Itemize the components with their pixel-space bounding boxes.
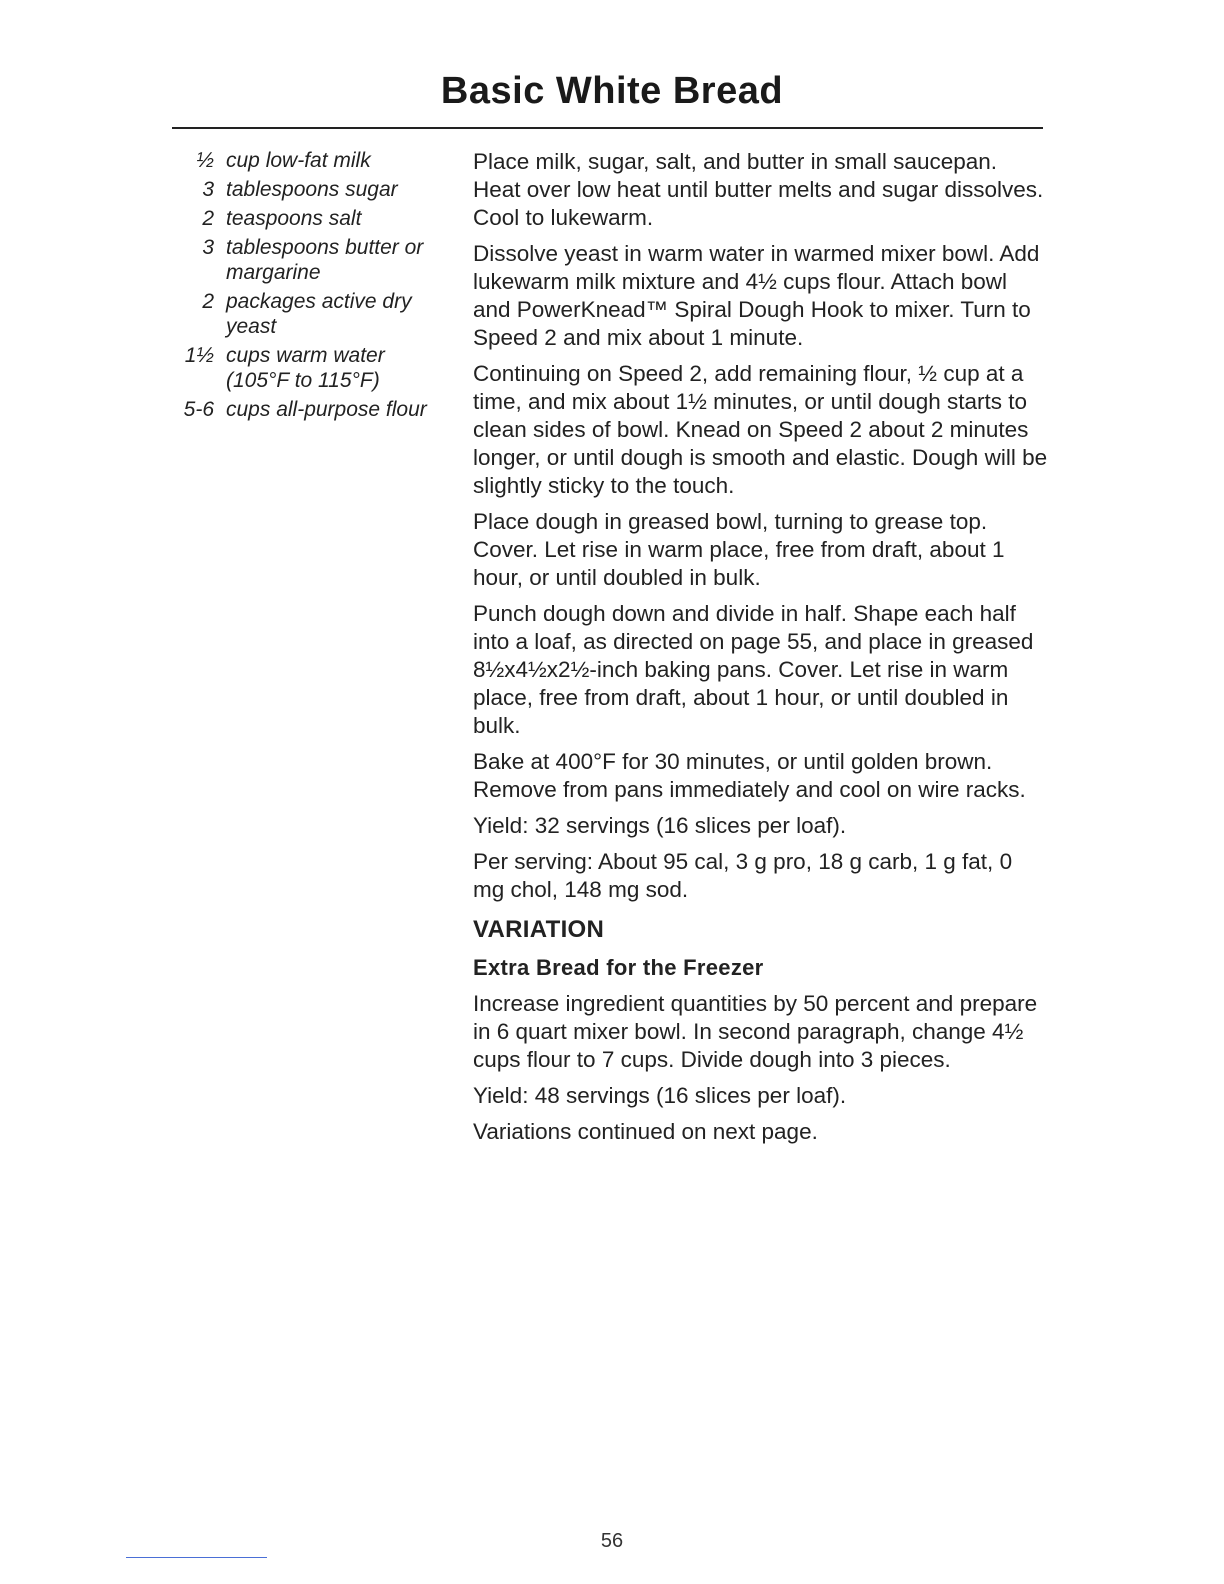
ingredient-item [160, 289, 450, 339]
method-paragraph: Place dough in greased bowl, turning to grease top. Cover. Let rise in warm place, free from draft, about 1 hour, or until doubled in bulk. [473, 509, 1005, 590]
variation-paragraph: Increase ingredient quantities by 50 percent and prepare in 6 quart mixer bowl. In second paragraph, change 4½ cups flour to 7 cups. Divide dough into 3 pieces. [473, 991, 1038, 1072]
ingredient-quantity: 3 [202, 178, 214, 201]
method-paragraph: Continuing on Speed 2, add remaining flour, ½ cup at a time, and mix about 1½ minutes, or until dough starts to clean sides of bowl. Knead on Speed 2 about 2 minutes longer, or until dough is smooth and elastic. Dough will be slightly sticky to the touch. [473, 361, 1048, 498]
ingredient-item [160, 397, 450, 422]
yield-text: Yield: 32 servings (16 slices per loaf). [473, 813, 847, 838]
footer-divider [126, 1557, 267, 1558]
method-paragraph: Place milk, sugar, salt, and butter in small saucepan. Heat over low heat until butter melts and sugar dissolves. Cool to lukewarm. [473, 149, 1044, 230]
ingredient-list [160, 148, 450, 426]
ingredient-quantity: 5-6 [183, 398, 214, 421]
ingredient-quantity: 2 [202, 207, 214, 230]
ingredient-quantity: 2 [202, 290, 214, 313]
ingredient-item [160, 148, 450, 173]
ingredient-item [160, 206, 450, 231]
method-column [473, 148, 1048, 1154]
page-title: Basic White Bread [440, 70, 784, 112]
nutrition-text: Per serving: About 95 cal, 3 g pro, 18 g carb, 1 g fat, 0 mg chol, 148 mg sod. [473, 849, 1013, 902]
ingredient-description: cups warm water (105°F to 115°F) [226, 344, 385, 392]
ingredient-description: teaspoons salt [226, 207, 362, 230]
continued-note: Variations continued on next page. [473, 1119, 818, 1144]
ingredient-description: cup low-fat milk [226, 149, 371, 172]
ingredient-item [160, 343, 450, 393]
variation-subheading: Extra Bread for the Freezer [473, 955, 764, 980]
title-divider [172, 127, 1043, 129]
ingredient-description: tablespoons sugar [226, 178, 398, 201]
page-number: 56 [600, 1530, 624, 1552]
ingredient-description: packages active dry yeast [226, 290, 412, 338]
ingredient-quantity: 3 [202, 236, 214, 259]
ingredient-item [160, 177, 450, 202]
ingredient-quantity: ½ [196, 149, 214, 172]
method-paragraph: Dissolve yeast in warm water in warmed mixer bowl. Add lukewarm milk mixture and 4½ cups flour. Attach bowl and PowerKnead™ Spiral Dough Hook to mixer. Turn to Speed 2 and mix about 1 minute. [473, 241, 1040, 350]
ingredient-item [160, 235, 450, 285]
ingredient-description: tablespoons butter or margarine [226, 236, 424, 284]
method-paragraph: Punch dough down and divide in half. Shape each half into a loaf, as directed on page 55, and place in greased 8½x4½x2½-inch baking pans. Cover. Let rise in warm place, free from draft, about 1 hour, or until doubled in bulk. [473, 601, 1034, 738]
ingredient-quantity: 1½ [184, 344, 214, 367]
method-paragraph: Bake at 400°F for 30 minutes, or until golden brown. Remove from pans immediately and cool on wire racks. [473, 749, 1026, 802]
variation-heading: VARIATION [473, 916, 605, 943]
ingredient-description: cups all-purpose flour [226, 398, 427, 421]
variation-yield: Yield: 48 servings (16 slices per loaf). [473, 1083, 847, 1108]
